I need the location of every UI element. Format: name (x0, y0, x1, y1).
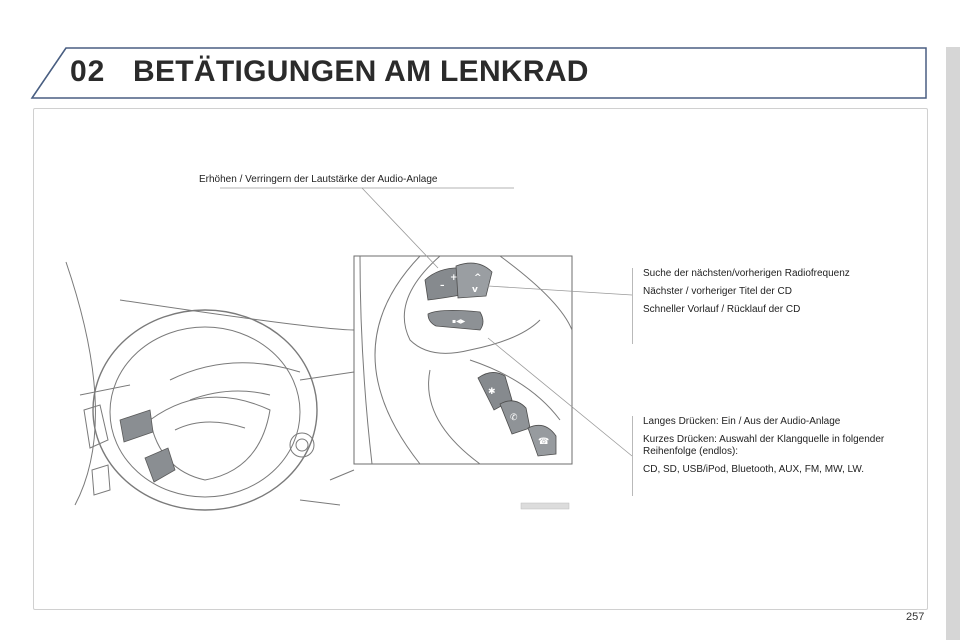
volume-plus-glyph: + (450, 273, 458, 283)
phone-hangup-icon: ☎ (538, 437, 550, 447)
mode-button-icon: ▪◀▶ (452, 318, 466, 325)
volume-minus-glyph: – (440, 281, 445, 291)
callout-source-long-press: Langes Drücken: Ein / Aus der Audio-Anlage (643, 416, 841, 427)
page-title: BETÄTIGUNGEN AM LENKRAD (133, 55, 589, 88)
callout-seek-radio: Suche der nächsten/vorherigen Radiofrequenz (643, 268, 850, 279)
callout-source-short-press: Kurzes Drücken: Auswahl der Klangquelle in folgender Reihenfolge (endlos): (643, 434, 885, 457)
callout-source-group (632, 416, 923, 496)
chevron-down-icon: v (472, 285, 478, 295)
phone-answer-icon: ✆ (510, 413, 518, 423)
callout-source-order: CD, SD, USB/iPod, Bluetooth, AUX, FM, MW, LW. (643, 464, 864, 475)
chevron-up-icon: ^ (474, 273, 482, 283)
callout-volume: Erhöhen / Verringern der Lautstärke der Audio-Anlage (199, 174, 438, 185)
callout-seek-track: Nächster / vorheriger Titel der CD (643, 286, 792, 297)
page-number: 257 (906, 611, 925, 623)
callout-seek-group (632, 268, 923, 344)
chapter-number: 02 (70, 55, 106, 88)
voice-command-icon: ✱ (488, 387, 496, 397)
callout-seek-fast: Schneller Vorlauf / Rücklauf der CD (643, 304, 801, 315)
